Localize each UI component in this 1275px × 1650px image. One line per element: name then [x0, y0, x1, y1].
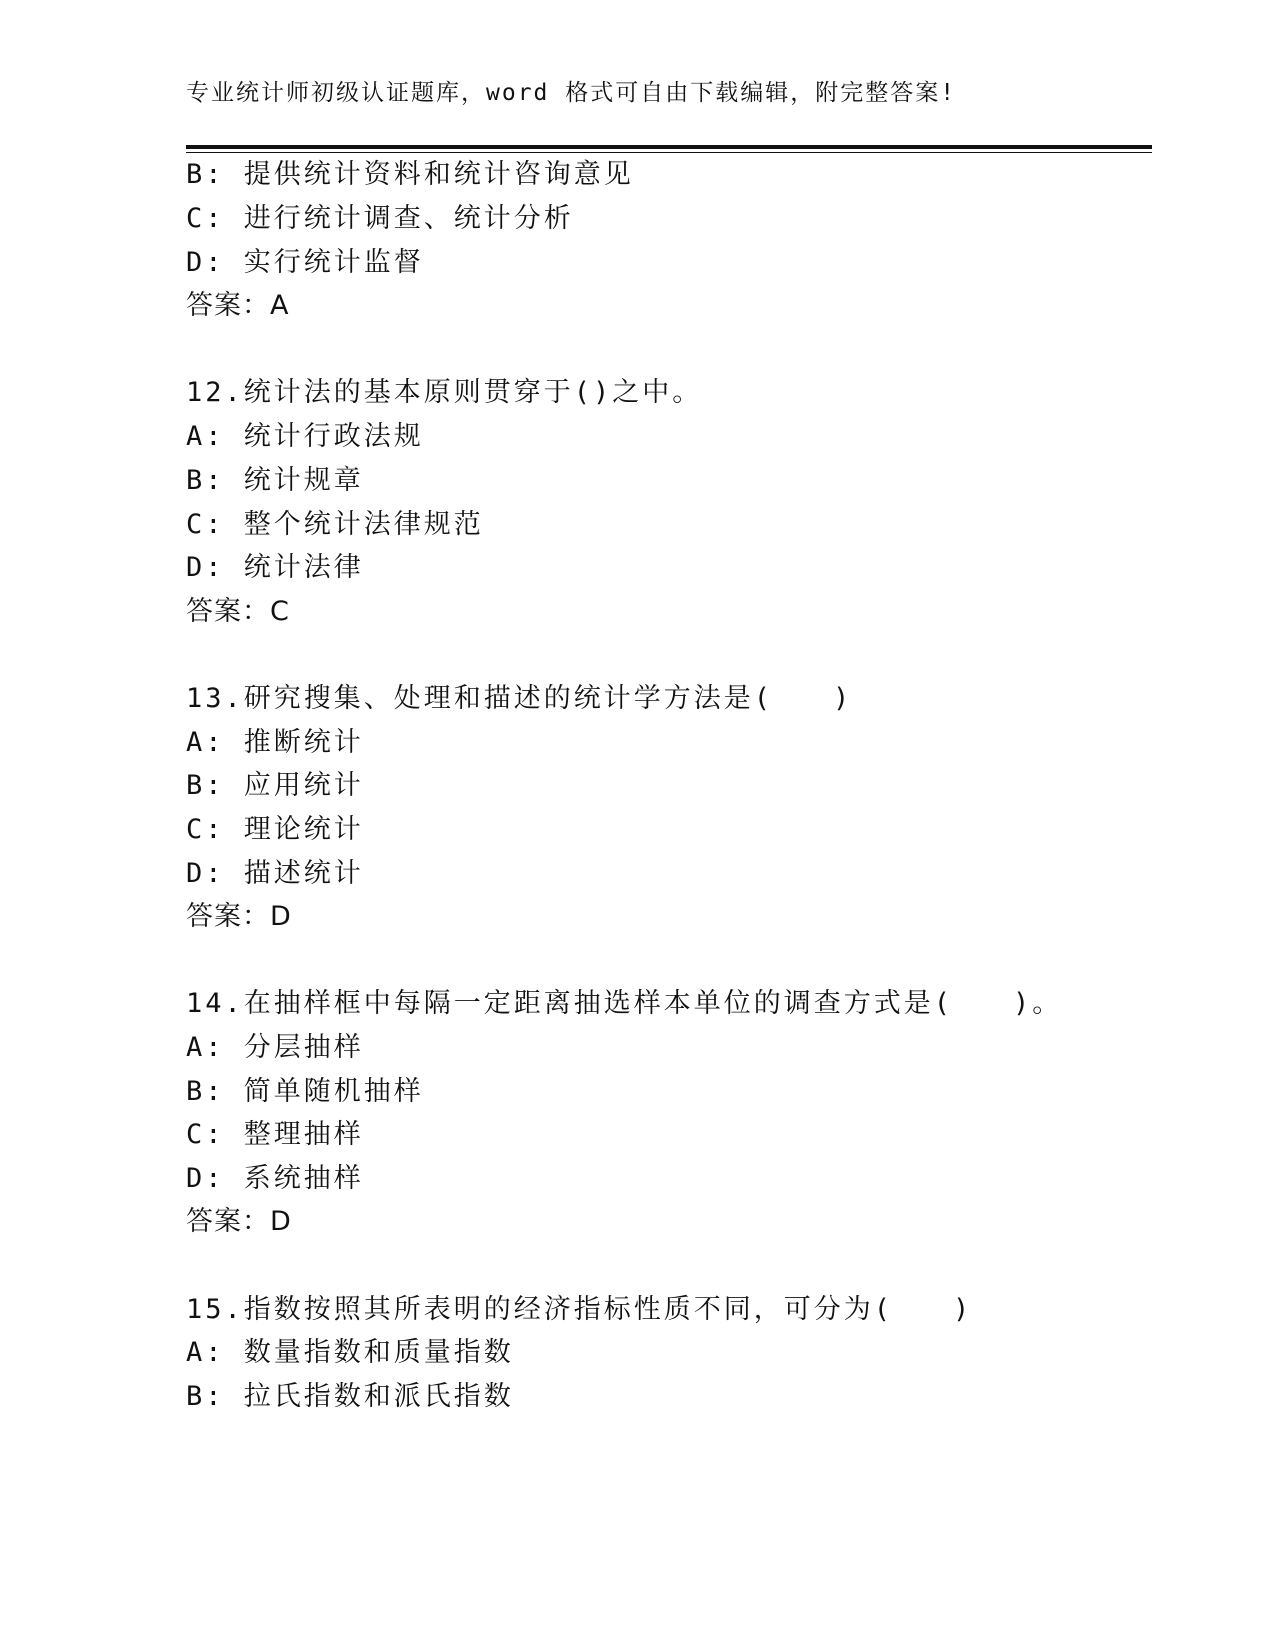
q11-answer: 答案：A: [186, 290, 290, 321]
q15-option-a: A: 数量指数和质量指数: [186, 1337, 514, 1368]
q14-option-b: B: 简单随机抽样: [186, 1076, 424, 1107]
q13-option-a: A: 推断统计: [186, 727, 364, 758]
q14-answer: 答案：D: [186, 1206, 292, 1237]
q12-option-d: D: 统计法律: [186, 552, 364, 583]
q14-stem: 14.在抽样框中每隔一定距离抽选样本单位的调查方式是( )。: [186, 988, 1063, 1019]
q14-option-d: D: 系统抽样: [186, 1163, 364, 1194]
q13-answer: 答案：D: [186, 901, 292, 932]
q11-option-c: C: 进行统计调查、统计分析: [186, 203, 574, 234]
q15-stem: 15.指数按照其所表明的经济指标性质不同，可分为( ): [186, 1294, 973, 1325]
q14-option-c: C: 整理抽样: [186, 1119, 364, 1150]
header-rule-thin: [186, 152, 1152, 153]
q12-stem: 12.统计法的基本原则贯穿于()之中。: [186, 377, 703, 408]
q12-answer: 答案：C: [186, 596, 290, 627]
header-text: 专业统计师初级认证题库，word 格式可自由下载编辑，附完整答案!: [186, 80, 957, 106]
q13-option-d: D: 描述统计: [186, 858, 364, 889]
q12-option-b: B: 统计规章: [186, 465, 364, 496]
q11-option-b: B: 提供统计资料和统计咨询意见: [186, 159, 634, 190]
q13-option-b: B: 应用统计: [186, 770, 364, 801]
q11-option-d: D: 实行统计监督: [186, 247, 424, 278]
q13-option-c: C: 理论统计: [186, 814, 364, 845]
q13-stem: 13.研究搜集、处理和描述的统计学方法是( ): [186, 683, 853, 714]
q12-option-a: A: 统计行政法规: [186, 421, 424, 452]
q15-option-b: B: 拉氏指数和派氏指数: [186, 1381, 514, 1412]
q12-option-c: C: 整个统计法律规范: [186, 509, 484, 540]
q14-option-a: A: 分层抽样: [186, 1032, 364, 1063]
header-rule-thick: [186, 145, 1152, 149]
